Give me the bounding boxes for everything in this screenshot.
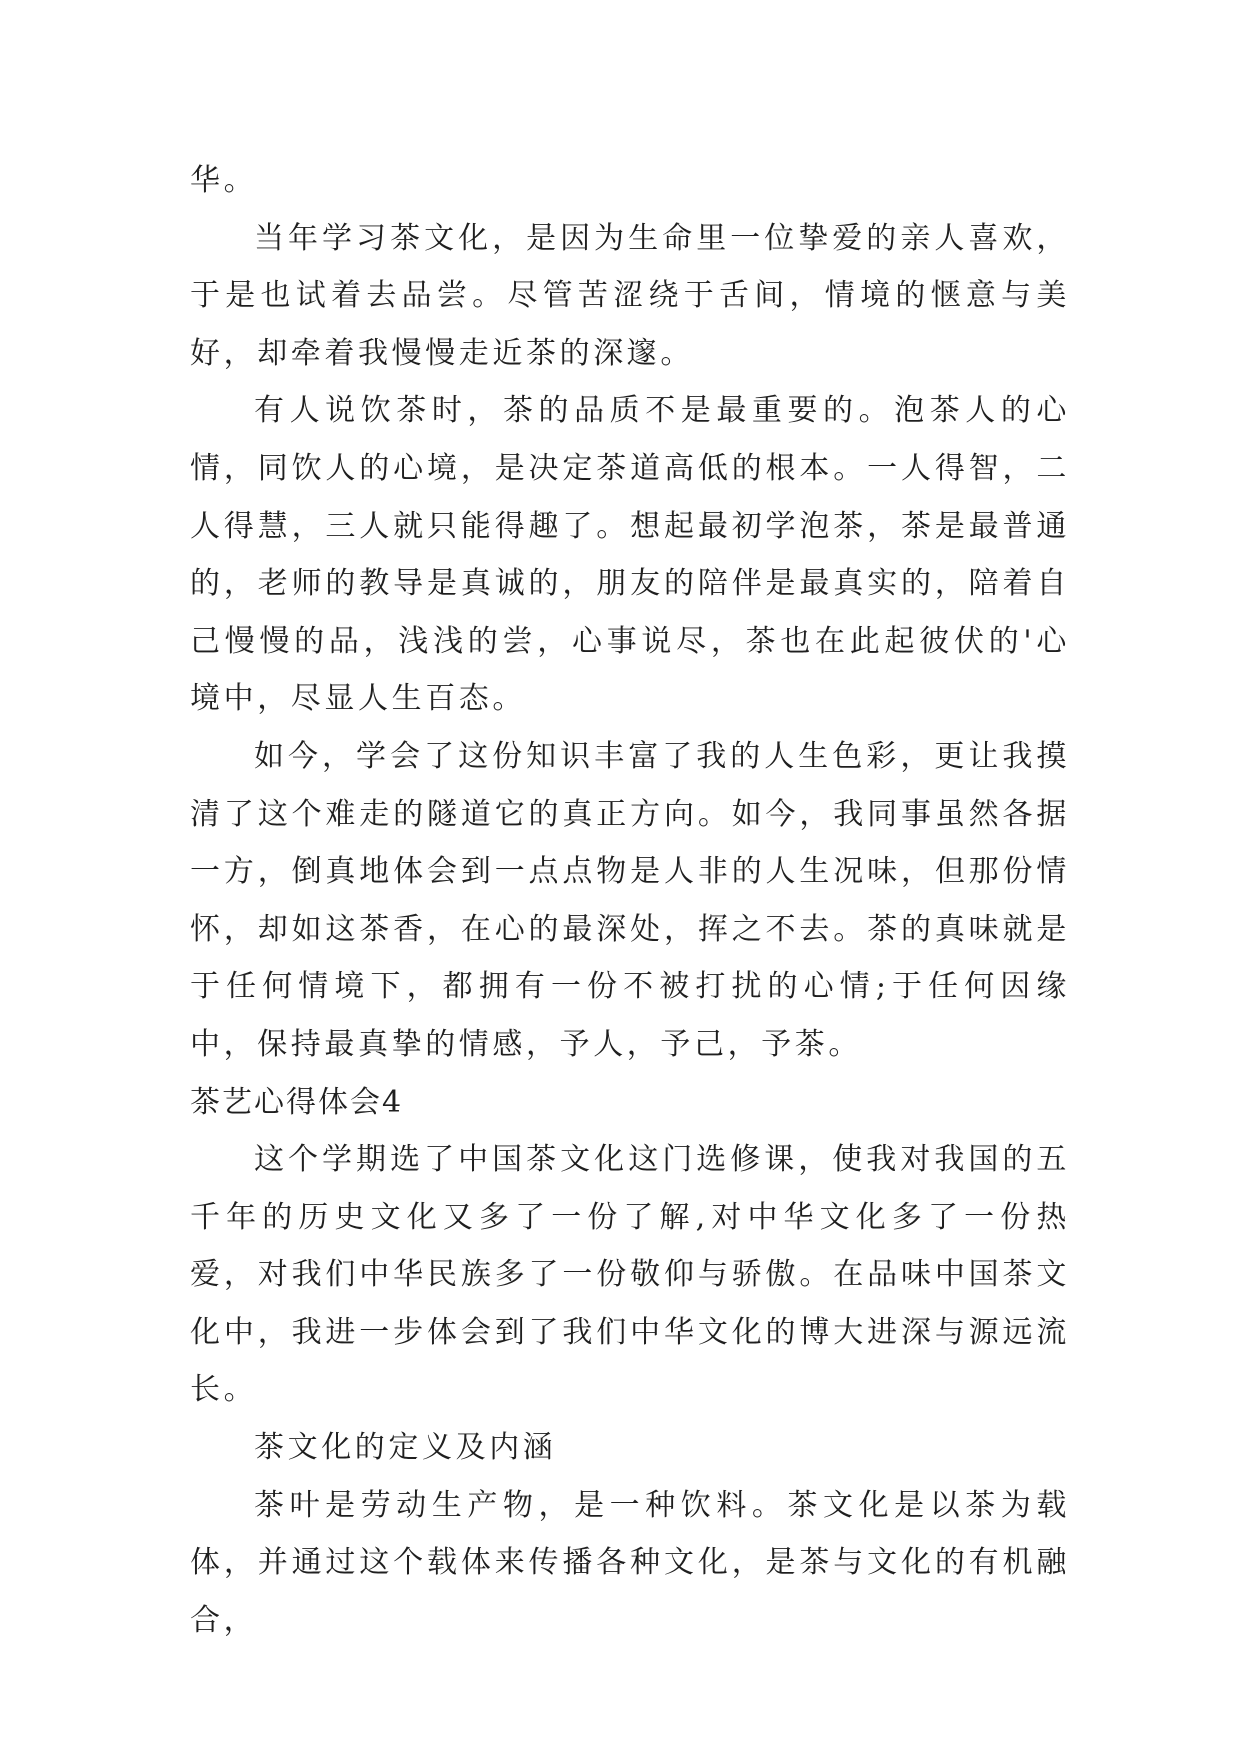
- paragraph: 这个学期选了中国茶文化这门选修课，使我对我国的五千年的历史文化又多了一份了解,对中华文化多了一份热爱，对我们中华民族多了一份敬仰与骄傲。在品味中国茶文化中，我进一步体会到了我们中华文化的博大进深与源远流长。: [190, 1142, 1070, 1408]
- paragraph-continuation: 华。: [190, 163, 258, 198]
- subsection-heading: 茶文化的定义及内涵: [254, 1430, 557, 1466]
- paragraph: 当年学习茶文化，是因为生命里一位挚爱的亲人喜欢，于是也试着去品尝。尽管苦涩绕于舌间，情境的惬意与美好，却牵着我慢慢走近茶的深邃。: [190, 220, 1070, 371]
- paragraph: 如今，学会了这份知识丰富了我的人生色彩，更让我摸清了这个难走的隧道它的真正方向。如今，我同事虽然各据一方，倒真地体会到一点点物是人非的人生况味，但那份情怀，却如这茶香，在心的最深处，挥之不去。茶的真味就是于任何情境下，都拥有一份不被打扰的心情;于任何因缘中，保持最真挚的情感，予人，予己，予茶。: [190, 738, 1070, 1062]
- document-body: [190, 152, 1070, 1649]
- paragraph: 有人说饮茶时，茶的品质不是最重要的。泡茶人的心情，同饮人的心境，是决定茶道高低的根本。一人得智，二人得慧，三人就只能得趣了。想起最初学泡茶，茶是最普通的，老师的教导是真诚的，朋友的陪伴是最真实的，陪着自己慢慢的品，浅浅的尝，心事说尽，茶也在此起彼伏的'心境中，尽显人生百态。: [190, 393, 1070, 717]
- paragraph: 茶叶是劳动生产物，是一种饮料。茶文化是以茶为载体，并通过这个载体来传播各种文化，是茶与文化的有机融合，: [190, 1487, 1070, 1638]
- section-heading: 茶艺心得体会4: [190, 1084, 404, 1120]
